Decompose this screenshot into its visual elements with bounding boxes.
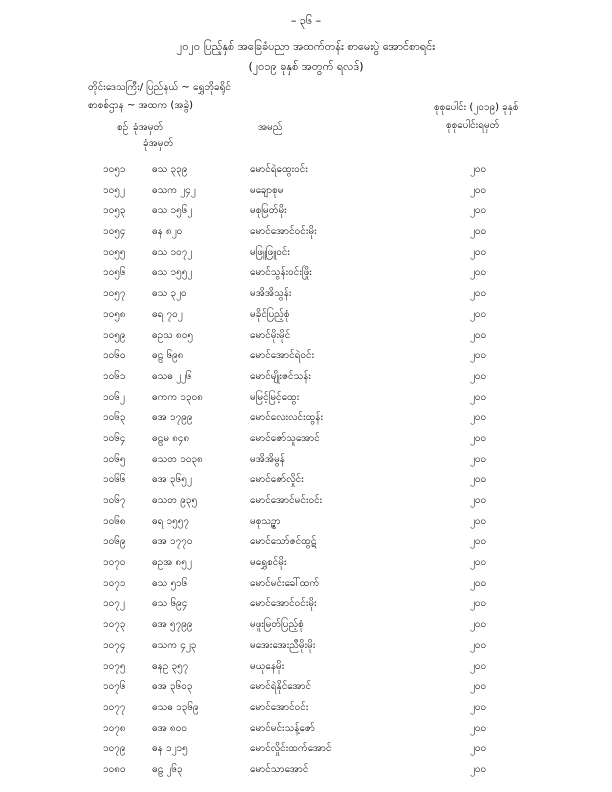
row-number: ၁၀၇၉: [103, 743, 126, 755]
row-number: ၁၀၈၀: [103, 763, 126, 775]
row-marks: ၂၀၀: [470, 701, 487, 713]
table-row: [0, 346, 612, 367]
row-name: မအိအိမွန်: [250, 453, 285, 465]
row-marks: ၂၀၀: [470, 598, 487, 610]
table-row: [0, 263, 612, 284]
row-marks: ၂၀၀: [470, 557, 487, 569]
row-number: ၁၀၇၈: [103, 722, 126, 734]
table-row: [0, 305, 612, 326]
row-number: ၁၀၅၂: [103, 184, 125, 196]
table-row: [0, 636, 612, 657]
row-marks: ၂၀၀: [470, 619, 487, 631]
row-name: မချောစုမ: [250, 184, 284, 196]
table-row: [0, 677, 612, 698]
table-row: [0, 698, 612, 719]
row-number: ၁၀၆၇: [103, 495, 126, 506]
row-number: ၁၀၅၆: [103, 267, 126, 279]
row-roll-number: ဓသတ ၉၃၅: [152, 495, 198, 506]
row-number: ၁၀၅၃: [103, 205, 126, 217]
row-marks: ၂၀၀: [470, 639, 487, 651]
row-marks: ၂၀၀: [470, 474, 487, 486]
page-subtitle: (၂၀၁၉ ခုနှစ် အတွက် ရလဒ်): [248, 60, 364, 73]
table-row: [0, 491, 612, 512]
column-header-no: စဉ်: [117, 122, 129, 133]
results-list: [0, 160, 612, 781]
column-header-marks: စုစုပေါင်းရမှတ်: [446, 120, 500, 131]
table-row: [0, 470, 612, 491]
row-marks: ၂၀၀: [470, 536, 487, 548]
row-name: မောင်အောင်မင်းဝင်း: [250, 495, 323, 506]
row-marks: ၂၀၀: [470, 370, 487, 382]
table-row: [0, 388, 612, 409]
row-roll-number: ဓသ ၆၉၄: [152, 598, 188, 610]
table-row: [0, 615, 612, 636]
row-name: မောင်အောင်ရဲဝင်း: [250, 350, 315, 362]
row-roll-number: ဓသဓ ၁၃၆၉: [152, 701, 199, 713]
page-number: – ၃၆ –: [290, 14, 322, 27]
section-label: စာစစ်ဌာန ~ အထက (အခွဲ): [88, 100, 193, 111]
row-marks: ၂၀၀: [470, 226, 487, 238]
row-roll-number: ဓအ ၁၇၇၀: [152, 536, 193, 548]
row-number: ၁၀၆၄: [103, 432, 126, 444]
table-row: [0, 326, 612, 347]
row-number: ၁၀၇၃: [103, 619, 126, 631]
row-roll-number: ဓဥအ ၈၅၂: [152, 557, 192, 569]
table-row: [0, 181, 612, 202]
row-number: ၁၀၅၅: [103, 246, 126, 258]
row-marks: ၂၀၀: [470, 246, 487, 258]
row-roll-number: ဓနဥ ၃၅၇: [152, 660, 189, 672]
table-row: [0, 222, 612, 243]
division-label: တိုင်းဒေသကြီး/ ပြည်နယ် ~ ရွှေဘိုခရိုင်: [88, 82, 231, 93]
column-header-marks-year: စုစုပေါင်း (၂၀၁၉) ခုနှစ်: [434, 102, 519, 113]
row-roll-number: ဓသ ၁၅၆၂: [152, 205, 193, 217]
row-roll-number: ဓသ ၁၅၅၂: [152, 267, 193, 279]
row-roll-number: ဓသက ၄၂၃: [152, 639, 197, 651]
row-number: ၁၀၆၂: [103, 391, 125, 403]
row-marks: ၂၀၀: [470, 288, 487, 300]
row-name: မောင်လှိုင်းထက်အောင်: [250, 743, 332, 755]
row-number: ၁၀၇၆: [103, 681, 126, 693]
row-marks: ၂၀၀: [470, 184, 487, 196]
row-roll-number: ဓအ ၁၇၉၉: [152, 412, 193, 424]
row-number: ၁၀၆၉: [103, 536, 126, 548]
row-marks: ၂၀၀: [470, 495, 487, 506]
table-row: [0, 201, 612, 222]
row-roll-number: ဓအ ၃၆၀၃: [152, 681, 193, 693]
table-row: [0, 657, 612, 678]
page-title: ၂၀၂၀ ပြည့်နှစ် အခြေခံပညာ အထက်တန်း စာမေးပွဲ အောင်စာရင်း: [176, 40, 436, 53]
row-roll-number: ဓအ ၃၆၅၂: [152, 474, 192, 486]
row-name: မောင်ဇော်လှိုင်း: [250, 474, 304, 486]
row-number: ၁၀၇၅: [103, 660, 126, 672]
column-header-roll: ခုံအမှတ်: [133, 122, 164, 133]
row-name: မောင်ရဲထွေးဝင်း: [250, 164, 308, 175]
row-roll-number: ဓဠ ၆၉၈: [152, 350, 184, 362]
row-number: ၁၀၇၂: [103, 598, 125, 610]
row-marks: ၂၀၀: [470, 412, 487, 424]
row-name: မမြင့်မြင့်ထွေး: [250, 391, 300, 403]
row-name: မောင်သွန်းဝင်းဖြိုး: [250, 267, 312, 279]
row-name: မယုနေမိုး: [250, 660, 285, 672]
table-row: [0, 512, 612, 533]
row-name: မောင်အောင်ဝင်းမိုး: [250, 226, 317, 238]
row-name: မောင်မင်းသန့်ဇော်: [250, 722, 315, 734]
row-name: မောင်မျိုးဇင်သန်း: [250, 370, 311, 382]
row-marks: ၂၀၀: [470, 660, 487, 672]
row-marks: ၂၀၀: [470, 267, 487, 279]
row-roll-number: ဓန ၁၂၁၅: [152, 743, 188, 755]
row-name: မဖူးမြတ်ပြည့်စုံ: [250, 619, 304, 631]
table-row: [0, 367, 612, 388]
row-roll-number: ဓသတ ၁၀၃၈: [152, 453, 203, 465]
row-roll-number: ဓအ ၈၀၀: [152, 722, 187, 734]
row-roll-number: ဓန ၈၂၀: [152, 226, 183, 238]
row-number: ၁၀၆၃: [103, 412, 126, 424]
table-row: [0, 553, 612, 574]
row-number: ၁၀၅၉: [103, 329, 126, 341]
row-marks: ၂၀၀: [470, 391, 487, 403]
row-name: မရွှေစင်မိုး: [250, 557, 287, 569]
row-marks: ၂၀၀: [470, 722, 487, 734]
row-name: မောင်သော်ဇင်ထွဋ်: [250, 536, 317, 548]
row-number: ၁၀၅၁: [103, 164, 126, 175]
row-number: ၁၀၇၀: [103, 557, 126, 569]
row-number: ၁၀၆၆: [103, 474, 126, 486]
row-number: ၁၀၆၅: [103, 453, 126, 465]
column-header-name: အမည်: [258, 122, 283, 133]
row-number: ၁၀၇၇: [103, 701, 126, 713]
table-row: [0, 760, 612, 781]
row-marks: ၂၀၀: [470, 205, 487, 217]
table-row: [0, 284, 612, 305]
row-number: ၁၀၅၄: [103, 226, 126, 238]
row-name: မစုသဉ္ဇာ: [250, 515, 281, 527]
row-roll-number: ဓသ ၃၂၀: [152, 288, 187, 300]
row-roll-number: ဓသ ၁၀၇၂: [152, 246, 193, 258]
row-name: မောင်ဇော်သူအောင်: [250, 432, 320, 444]
row-name: မောင်မင်းခေါ်ထက်: [250, 577, 320, 589]
row-roll-number: ဓသက ၂၄၂: [152, 184, 196, 196]
row-marks: ၂၀၀: [470, 681, 487, 693]
table-row: [0, 243, 612, 264]
row-roll-number: ဓသ ၃၃၉: [152, 164, 188, 175]
column-header-roll-line2: ခုံအမှတ်: [143, 138, 174, 149]
table-row: [0, 532, 612, 553]
row-name: မောင်အောင်ဝင်း: [250, 701, 309, 713]
row-number: ၁၀၆၀: [103, 350, 126, 362]
row-name: မောင်လေးလင်းထွန်း: [250, 412, 323, 424]
table-row: [0, 719, 612, 740]
row-roll-number: ဓဠမ ၈၄၈: [152, 432, 190, 444]
row-name: မအိအိသွန်း: [250, 288, 292, 300]
row-roll-number: ဓအ ၅၇၉၉: [152, 619, 193, 631]
table-row: [0, 160, 612, 181]
row-marks: ၂၀၀: [470, 763, 487, 775]
table-row: [0, 594, 612, 615]
row-name: မောင်မိုးမိုင်: [250, 329, 291, 341]
row-name: မဖြူဖြူဝင်း: [250, 246, 290, 258]
table-row: [0, 429, 612, 450]
row-marks: ၂၀၀: [470, 577, 487, 589]
row-number: ၁၀၇၄: [103, 639, 126, 651]
row-marks: ၂၀၀: [470, 453, 487, 465]
row-name: မအေးအေးညီမိုးမိုး: [250, 639, 316, 651]
row-marks: ၂၀၀: [470, 329, 487, 341]
row-roll-number: ဓသ ၅၁၆: [152, 577, 188, 589]
row-roll-number: ဓသဓ ၂၂၆: [152, 370, 192, 382]
row-number: ၁၀၆၈: [103, 515, 126, 527]
row-roll-number: ဓရ ၇၀၂: [152, 308, 183, 320]
row-marks: ၂၀၀: [470, 515, 487, 527]
table-row: [0, 739, 612, 760]
row-marks: ၂၀၀: [470, 432, 487, 444]
row-name: မစုမြတ်မိုး: [250, 205, 287, 217]
row-name: မောင်ရဲနိုင်အောင်: [250, 681, 312, 693]
row-roll-number: ဓဥသ ၈၀၅: [152, 329, 193, 341]
row-name: မခိုင်ပြည့်စုံ: [250, 308, 290, 320]
row-name: မောင်အောင်ဝင်းမိုး: [250, 598, 317, 610]
table-row: [0, 450, 612, 471]
row-marks: ၂၀၀: [470, 350, 487, 362]
row-number: ၁၀၅၇: [103, 288, 126, 300]
row-marks: ၂၀၀: [470, 164, 487, 175]
row-roll-number: ဓကက ၁၃၀၈: [152, 391, 203, 403]
table-row: [0, 408, 612, 429]
table-row: [0, 574, 612, 595]
row-name: မောင်သာအောင်: [250, 763, 309, 775]
row-roll-number: ဓဠ ၂၆၃: [152, 763, 183, 775]
row-number: ၁၀၇၁: [103, 577, 126, 589]
row-marks: ၂၀၀: [470, 308, 487, 320]
row-roll-number: ဓရ ၁၅၅၇: [152, 515, 190, 527]
row-marks: ၂၀၀: [470, 743, 487, 755]
row-number: ၁၀၅၈: [103, 308, 126, 320]
row-number: ၁၀၆၁: [103, 370, 126, 382]
